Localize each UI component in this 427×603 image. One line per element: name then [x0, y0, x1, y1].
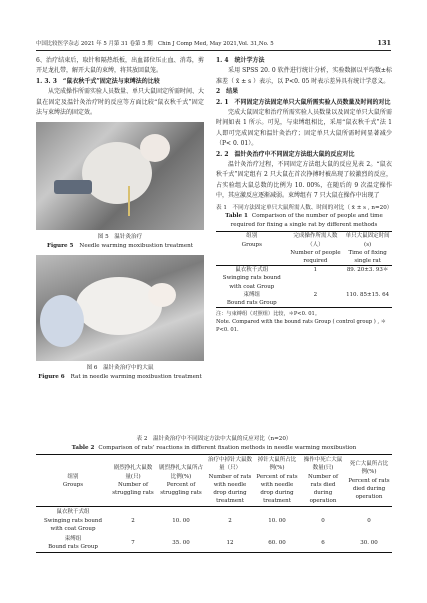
- rat-body-shape: [76, 277, 162, 335]
- running-header: [36, 37, 391, 49]
- table-header-cell: 掉针大鼠所占比例(%) Percent of rats with needle drop during treatment: [254, 455, 300, 507]
- gloved-hand-shape: [40, 295, 84, 347]
- figure-6-label: Figure 6: [38, 374, 65, 381]
- table-2-caption-en: [36, 444, 392, 453]
- table-header-cell: 组别 Groups: [36, 455, 110, 507]
- table-header-cell: 治疗中掉针大鼠数量（只） Number of rats with needle drop during treatment: [206, 455, 254, 507]
- table-cell: 鼠衣秋千式组 Swinging rats bound with coat Group: [222, 267, 281, 290]
- page-number: 131: [377, 39, 391, 47]
- table-header-cell: 剧烈挣扎大鼠所占比例(%) Percent of struggling rats: [156, 455, 206, 507]
- table-cell: 10. 00: [268, 517, 286, 524]
- table-row: [36, 534, 392, 553]
- table-1-note-en: Note. Compared with the bound rats Group ( control group ) , ＊P<0. 01.: [216, 319, 386, 334]
- right-column: [216, 56, 392, 334]
- table-1: [216, 231, 392, 308]
- section-2-2-title: 2. 2 温针灸治疗中不同固定方法组大鼠的反应对比: [216, 150, 355, 158]
- section-1-4-paragraph: 采用 SPSS 20. 0 软件进行统计分析，实验数据以平均数±标准差（ x̄ ± s ）表示，以 P<0. 05 时表示差异具有统计学意义。: [216, 67, 392, 85]
- figure-5-photo: [36, 122, 204, 230]
- step-6-paragraph: 6、治疗结束后，取针和隔热纸板，出血部位压止血、消毒，剪开足龙扎带，解开大鼠的束缚，将其放回鼠笼。: [36, 57, 204, 75]
- table-cell: 0: [321, 517, 325, 524]
- table-row: [216, 266, 392, 291]
- table-header-cell: 完成操作所需人数（人） Number of people required: [288, 232, 344, 266]
- section-2-title: 2 结果: [216, 88, 239, 96]
- table-cell: 2: [228, 517, 232, 524]
- table-cell: 鼠衣秋千式组 Swinging rats bound with coat Group: [44, 509, 102, 532]
- journal-citation: 中国比较医学杂志 2021 年 5 月第 31 卷第 5 期 Chin J Comp Med, May 2021,Vol. 31,No. 5: [36, 41, 274, 47]
- table-1-caption-text: Comparison of the number of people and time required for fixing a single rat by different methods: [230, 213, 383, 228]
- table-2-caption-cn: 表 2 温针灸治疗中不同固定方法中大鼠的反应对比（n=20）: [136, 436, 292, 442]
- table-cell: 12: [206, 534, 254, 553]
- table-header-row: [36, 455, 392, 507]
- table-cell: 7: [110, 534, 156, 553]
- section-1-3-3-paragraph: 从完成操作所需实验人员数量、单只大鼠固定所需时间、大鼠在固定及温针灸治疗时的反应等方面比较“鼠衣秋千式”固定法与束缚法的固定效。: [36, 88, 205, 117]
- table-header-cell: 死亡大鼠所占比例(%) Percent of rats died during operation: [346, 455, 392, 507]
- section-1-3-3-title: 1. 3. 3 “鼠衣秋千式”固定法与束缚法的比较: [36, 77, 160, 85]
- figure-6-caption-cn: 图 6 温针灸治疗中的大鼠: [86, 365, 154, 372]
- figure-6-photo: [36, 255, 204, 361]
- table-1-caption-cn: 表 1 不同方法固定单只大鼠所需人数、时间的对比（ x̄ ± s , n=20）: [216, 204, 393, 211]
- left-column: [36, 56, 204, 382]
- figure-6-caption-en: [36, 373, 204, 382]
- table-1-note-cn: 注：与束缚组（对照组）比较，＊P<0. 01。: [216, 311, 321, 318]
- rat-head-shape: [148, 283, 176, 307]
- table-1-label: Table 1: [225, 213, 248, 220]
- table-2-label: Table 2: [71, 444, 95, 451]
- table-header-cell: 操作中死亡大鼠数量(只) Number of rats died during operation: [300, 455, 346, 507]
- table-cell: 30. 00: [346, 534, 392, 553]
- section-2-2-paragraph: 温针灸治疗过程，不同固定方法组大鼠的反应见表 2。“鼠衣秋千式”固定组有 2 只大鼠在首次挣搏时被出现了较激烈的反应，占实验组大鼠总数的比例为 10. 00%，在随后的 9 次温定操作中，其应激反应逐渐减弱。束缚组有 7 只大鼠在操作中出现了: [216, 161, 392, 200]
- rat-head-shape: [140, 134, 170, 162]
- figure-5-caption-text: Needle warming moxibustion treatment: [79, 243, 193, 250]
- table-row: [36, 507, 392, 534]
- table-2-caption-text: Comparison of rats’ reactions in different fixation methods in needle warming moxibustion: [98, 444, 357, 451]
- table-cell: 89. 20±3. 93＊: [346, 267, 389, 274]
- table-header-cell: 单只大鼠固定时间(s) Time of fixing single rat: [343, 232, 392, 266]
- section-2-1-paragraph: 完成大鼠固定和治疗所需实验人员数量以及固定单只大鼠所需时间如表 1 所示。可见，与束缚组相比，采用“鼠衣秋千式”法 1 人即可完成固定和温针灸治疗；固定单只大鼠所需时间显著减少（P< 0. 01）。: [216, 109, 392, 148]
- table-header-cell: 剧烈挣扎大鼠数量(只) Number of struggling rats: [110, 455, 156, 507]
- table-cell: 1: [313, 267, 318, 274]
- table-row: [216, 291, 392, 308]
- needle-shape: [128, 186, 130, 216]
- table-cell: 2: [288, 291, 344, 308]
- table-2-block: [36, 435, 392, 553]
- section-2-1-title: 2. 1 不同固定方法固定单只大鼠所需实验人员数量及时间的对比: [216, 98, 391, 106]
- table-cell: 束缚组 Bound rats Group: [36, 534, 110, 553]
- table-cell: 10. 00: [172, 517, 190, 524]
- table-cell: 110. 85±15. 64: [343, 291, 392, 308]
- figure-5-label: Figure 5: [47, 243, 74, 250]
- table-cell: 束缚组 Bound rats Group: [216, 291, 288, 308]
- table-1-caption-en: [216, 212, 392, 229]
- figure-6-caption-text: Rat in needle warming moxibustion treatment: [70, 374, 202, 381]
- section-1-4-title: 1. 4 统计学方法: [216, 57, 265, 64]
- table-header-cell: 组别 Groups: [216, 232, 288, 266]
- table-cell: 35. 00: [156, 534, 206, 553]
- table-cell: 60. 00: [254, 534, 300, 553]
- figure-5-caption-cn: 图 5 温针灸治疗: [97, 234, 143, 241]
- table-cell: 6: [300, 534, 346, 553]
- table-cell: 0: [367, 517, 371, 524]
- table-cell: 2: [131, 517, 135, 524]
- header-rule: [36, 50, 391, 51]
- table-header-row: [216, 232, 392, 266]
- table-2: [36, 454, 392, 553]
- restraint-clip-shape: [54, 180, 92, 194]
- figure-5-caption-en: [36, 242, 204, 251]
